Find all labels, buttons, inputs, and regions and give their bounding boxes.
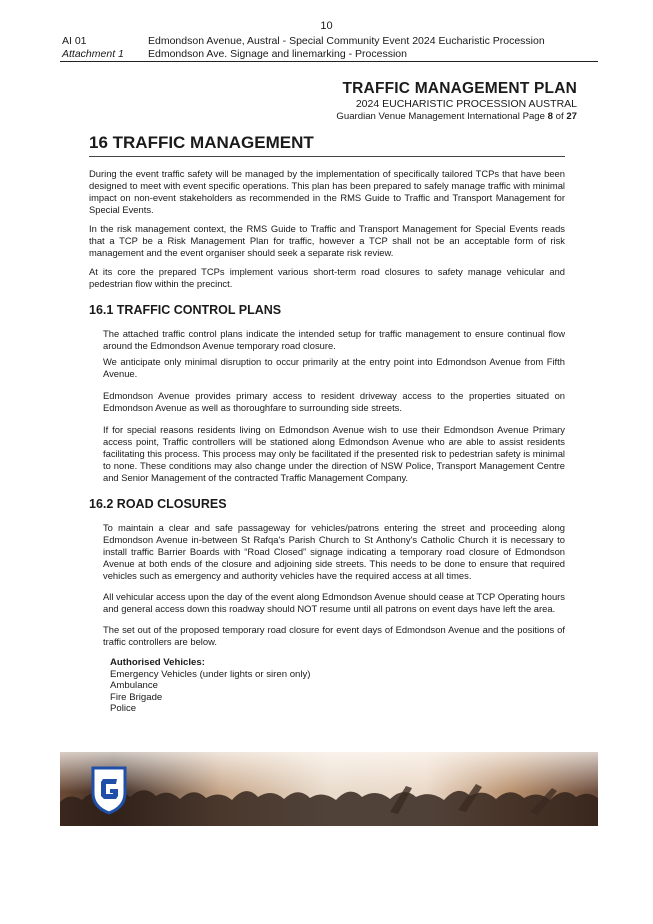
plan-page-info xyxy=(336,111,577,123)
page-of: of xyxy=(552,111,567,122)
section-16-heading: 16 TRAFFIC MANAGEMENT xyxy=(89,133,565,157)
crowd-silhouette xyxy=(60,782,598,826)
shield-g-logo-icon xyxy=(89,763,129,815)
main-content xyxy=(89,133,565,715)
item-code: AI 01 xyxy=(62,35,87,47)
section-16-1-paragraph-3: Edmondson Avenue provides primary access to resident driveway access to the properties situated on Edmondson Avenue as well as thoroughfare to surrounding side streets. xyxy=(103,390,565,413)
header-divider xyxy=(60,61,598,62)
plan-title-block xyxy=(336,80,577,123)
section-16-1-paragraph-2: We anticipate only minimal disruption to occur primarily at the entry point into Edmondson Avenue from Fifth Avenue. xyxy=(103,356,565,379)
section-16-paragraph-2: In the risk management context, the RMS Guide to Traffic and Transport Management for Special Events reads that a TCP be a Risk Management Plan for traffic, however a TCP shall not be an acceptable form of risk management and the event organiser should seek a separate risk review. xyxy=(89,223,565,258)
section-16-2-heading: 16.2 ROAD CLOSURES xyxy=(89,497,227,511)
attachment-label: Attachment 1 xyxy=(62,48,124,60)
section-16-2-paragraph-3: The set out of the proposed temporary road closure for event days of Edmondson Avenue and the positions of traffic controllers are below. xyxy=(103,624,565,647)
header-line-1: Edmondson Avenue, Austral - Special Community Event 2024 Eucharistic Procession xyxy=(148,35,545,47)
authorised-vehicles-heading: Authorised Vehicles: xyxy=(110,657,205,668)
header-line-2: Edmondson Ave. Signage and linemarking - Procession xyxy=(148,48,407,60)
authorised-vehicle-item: Police xyxy=(110,703,137,714)
plan-title: TRAFFIC MANAGEMENT PLAN xyxy=(342,80,577,97)
section-16-2-body xyxy=(89,522,565,648)
page-prefix: Guardian Venue Management International Page xyxy=(336,111,548,122)
header-row-1 xyxy=(62,35,598,48)
page-number: 10 xyxy=(320,20,333,32)
section-16-paragraph-3: At its core the prepared TCPs implement various short-term road closures to safety manage vehicular and pedestrian flow within the precinct. xyxy=(89,266,565,289)
authorised-vehicle-item: Fire Brigade xyxy=(110,691,163,703)
page-total: 27 xyxy=(566,111,577,122)
section-16-1-paragraph-1: The attached traffic control plans indicate the intended setup for traffic management to ensure continual flow around the Edmondson Avenue temporary road closure. xyxy=(103,328,565,351)
crowd-banner-image xyxy=(60,752,598,826)
section-16-1-paragraph-4: If for special reasons residents living on Edmondson Avenue wish to use their Edmondson Avenue Primary access point, Traffic controllers will be stationed along Edmondson Avenue who are able to assist residents facilitating this process. This process may only be facilitated if the presented risk to pedestrian safety is minimal to none. These conditions may also change under the direction of NSW Police, Transport Management Centre and Senior Management of the contracted Traffic Management Company. xyxy=(103,424,565,483)
authorised-vehicles-list xyxy=(89,657,565,715)
section-16-paragraph-1: During the event traffic safety will be managed by the implementation of specifically tailored TCPs that have been designed to meet with event specific operations. This plan has been prepared to safely manage traffic with minimal impact on non-event stakeholders as recommended in the RMS Guide to Traffic and Transport Management for Special Events. xyxy=(89,168,565,215)
page-current: 8 xyxy=(547,111,553,122)
section-16-2-paragraph-1: To maintain a clear and safe passageway for vehicles/patrons entering the street and proceeding along Edmondson Avenue in-between St Rafqa's Parish Church to St Anthony's Catholic Church it is necessary to install traffic Barrier Boards with “Road Closed” signage indicating a temporary road closure of Edmondson Avenue at both ends of the closure and adjoining side streets. This needs to be done to ensure that required vehicles such as emergency and authority vehicles have the required access at all times. xyxy=(103,522,565,581)
section-16-1-heading: 16.1 TRAFFIC CONTROL PLANS xyxy=(89,303,282,317)
plan-subtitle: 2024 EUCHARISTIC PROCESSION AUSTRAL xyxy=(355,98,577,110)
authorised-vehicle-item: Ambulance xyxy=(110,680,158,691)
authorised-vehicle-item: Emergency Vehicles (under lights or siren only) xyxy=(110,668,311,680)
document-header xyxy=(62,35,598,61)
header-row-2 xyxy=(62,48,598,61)
section-16-1-body xyxy=(89,328,565,484)
section-16-2-paragraph-2: All vehicular access upon the day of the event along Edmondson Avenue should cease at TCP Operating hours and general access down this roadway should NOT resume until all patrons on event days have left the area. xyxy=(103,591,565,614)
